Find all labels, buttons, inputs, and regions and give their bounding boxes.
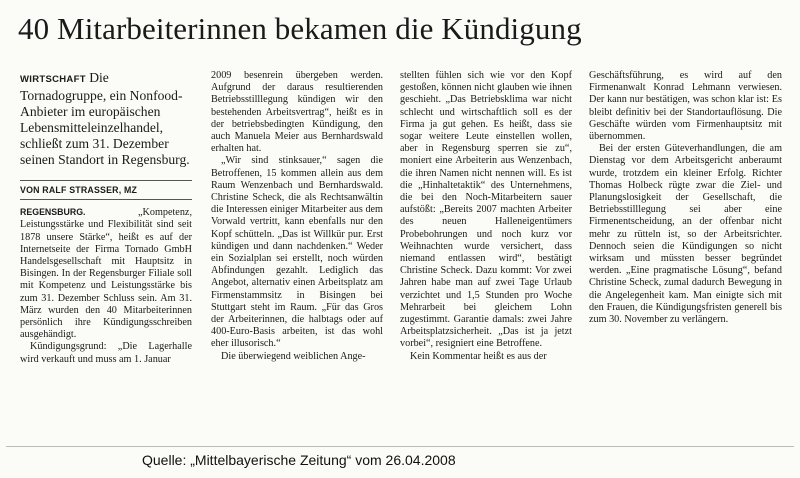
rubric-label: WIRTSCHAFT xyxy=(20,74,86,85)
paragraph: „Wir sind stinksauer,“ sagen die Betroffenen, 15 kommen allein aus dem Raum Wenzenbach und Bernhardswald. Christine Scheck, die als Rechtsanwältin die Interessen einiger Mitarbeiter aus dem Vorwald vertritt, kann ebenfalls nur den Kopf schütteln. „Das ist Willkür pur. Erst kündigen und dann nachdenken.“ Weder ein Sozialplan sei erstellt, noch würden Abfindungen gezahlt. Lediglich das Angebot, alternativ einen Arbeitsplatz am Firmenstammsitz in Bisingen bei Stuttgart steht im Raum. „Für das Gros der Arbeiterinnen, die halbtags oder auf 400-Euro-Basis arbeiten, ist das wohl eher illusorisch.“ xyxy=(211,155,383,350)
paragraph: 2009 besenrein übergeben werden. Aufgrund der daraus resultierenden Betriebsstilllegung kündigen wir den bestehenden Arbeitsvertrag“, heißt es in der betriebsbedingten Kündigung, den auch Manuela Meier aus Bernhardswald erhalten hat. xyxy=(211,70,383,155)
byline: VON RALF STRASSER, MZ xyxy=(20,184,192,200)
paragraph-text: „Kompetenz, Leistungsstärke und Flexibilität sind seit 1878 unsere Stärke“, heißt es auf der Internetseite der Firma Tornado GmbH Handelsgesellschaft mit Hauptsitz in Bisingen. In der Regensburger Filiale soll mit Kompetenz und Leistungsstärke bis zum 31. Dezember Schluss sein. Am 31. März wurden den 40 Mitarbeiterinnen persönlich ihre Kündigungsschreiben ausgehändigt. xyxy=(20,207,192,341)
clipping-edge xyxy=(6,446,794,447)
paragraph: Kein Kommentar heißt es aus der xyxy=(410,350,547,362)
article-column-4 xyxy=(589,70,782,326)
lead-text: Die Tornadogruppe, ein Nonfood-Anbieter im europäischen Lebensmitteleinzelhandel, schließt zum 31. Dezember seinen Standort in Regensburg. xyxy=(20,70,190,167)
paragraph: stellten fühlen sich wie vor den Kopf gestoßen, können nicht glauben wie ihnen geschieht. „Das Betriebsklima war nicht schlecht und wirtschaftlich soll es der Firma ja gut gehen. Es heißt, dass sie sogar weitere Leute einstellen wollen, aber in Regensburg sperren sie zu“, moniert eine Arbeiterin aus Wenzenbach, die ihren Namen nicht nennen will. Es ist die „Hinhaltetaktik“ des Unternehmens, die bei den Noch-Mitarbeitern sauer aufstößt: „Bereits 2007 machten Arbeiter des neuen Halleneigentümers Probebohrungen und noch kurz vor Weihnachten wurde versichert, dass niemand entlassen wird“, bestätigt Christine Scheck. Dazu kommt: Vor zwei Jahren habe man auf zwei Tage Urlaub verzichtet und 1,5 Stunden pro Woche Mehrarbeit bei gleichem Lohn zugestimmt. Garantie damals: zwei Jahre Arbeitsplatzsicherheit. „Das ist ja jetzt vorbei“, resigniert eine Betroffene. xyxy=(400,70,572,350)
article-column-3 xyxy=(400,70,572,363)
paragraph: Geschäftsführung, es wird auf den Firmenanwalt Konrad Lehmann verwiesen. Der kann nur bestätigen, was schon klar ist: Es bleibt definitiv bei der Standortauflösung. Die Geschäfte würden vom Firmenhauptsitz mit übernommen. xyxy=(589,70,782,143)
article-headline: 40 Mitarbeiterinnen bekamen die Kündigung xyxy=(18,11,582,46)
paragraph: Bei der ersten Güteverhandlungen, die am Dienstag vor dem Arbeitsgericht anberaumt wurde, trotzdem ein kleiner Erfolg. Richter Thomas Holbeck rügte zwar die Ziel- und Planungslosigkeit der Gesellschaft, die Betriebsstilllegung sei aber eine Firmenentscheidung, an der offenbar nicht mehr zu rütteln ist, so der Arbeitsrichter. Dennoch seien die Kündigungen so nicht wirksam und müssten besser begründet werden. „Eine pragmatische Lösung“, befand Christine Scheck, zumal dadurch Bewegung in die Angelegenheit kam. Man einigte sich mit den Frauen, die Kündigungsfristen generell bis zum 30. November zu verlängern. xyxy=(589,143,782,326)
paragraph xyxy=(20,206,192,341)
paragraph: Die überwiegend weiblichen Ange- xyxy=(221,350,366,362)
source-caption: Quelle: „Mittelbayerische Zeitung“ vom 26.04.2008 xyxy=(142,452,456,468)
article-column-2 xyxy=(211,70,383,363)
divider xyxy=(20,180,192,181)
article-column-1 xyxy=(20,70,192,366)
article-lead xyxy=(20,70,192,168)
dateline: REGENSBURG. xyxy=(20,207,86,218)
paragraph: Kündigungsgrund: „Die Lagerhalle wird verkauft und muss am 1. Januar xyxy=(20,341,192,365)
